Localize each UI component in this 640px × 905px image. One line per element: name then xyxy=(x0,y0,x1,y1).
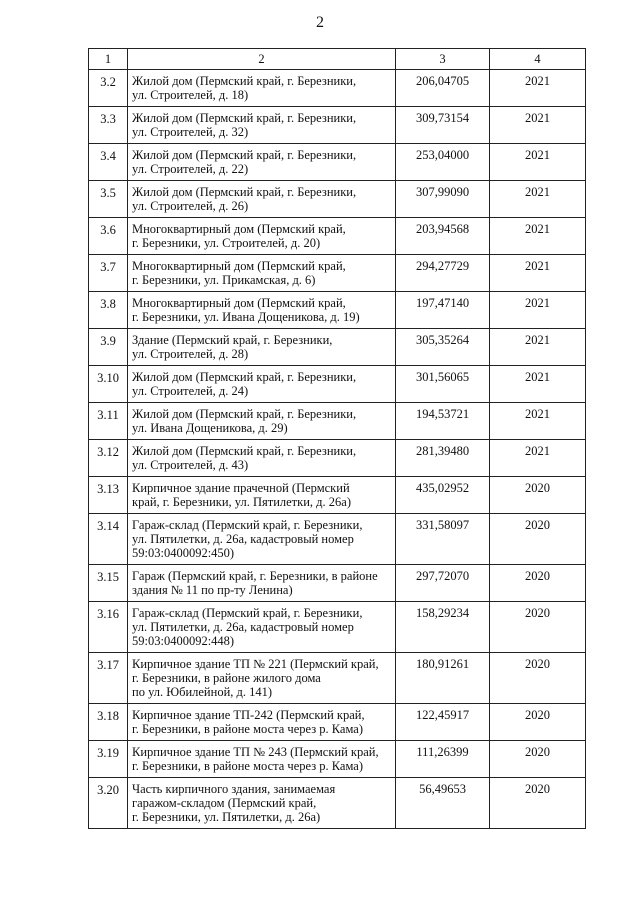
row-number-cell: 3.2 xyxy=(89,70,128,107)
row-area-cell: 297,72070 xyxy=(396,565,490,602)
row-number-cell: 3.10 xyxy=(89,366,128,403)
row-year-cell: 2021 xyxy=(490,366,586,403)
property-table xyxy=(88,48,586,829)
row-area-cell: 281,39480 xyxy=(396,440,490,477)
row-area-cell: 331,58097 xyxy=(396,514,490,565)
row-number-cell: 3.8 xyxy=(89,292,128,329)
row-number-cell: 3.9 xyxy=(89,329,128,366)
table-row xyxy=(89,70,586,107)
table-row xyxy=(89,292,586,329)
row-object-name-cell xyxy=(128,565,396,602)
row-number-cell: 3.4 xyxy=(89,144,128,181)
row-area-cell: 194,53721 xyxy=(396,403,490,440)
row-area-cell: 435,02952 xyxy=(396,477,490,514)
row-object-name-text: Здание (Пермский край, г. Березники, ул. Строителей, д. 28) xyxy=(132,333,333,361)
row-object-name-text: Кирпичное здание ТП № 243 (Пермский край, г. Березники, в районе моста через р. Кама) xyxy=(132,745,379,773)
row-object-name-text: Гараж-склад (Пермский край, г. Березники, ул. Пятилетки, д. 26а, кадастровый номер 59:03:0400092:450) xyxy=(132,518,363,560)
column-header-year: 4 xyxy=(490,49,586,70)
row-year-cell: 2021 xyxy=(490,181,586,218)
row-year-cell: 2021 xyxy=(490,144,586,181)
table-row xyxy=(89,778,586,829)
row-object-name-cell xyxy=(128,778,396,829)
row-number-cell: 3.19 xyxy=(89,741,128,778)
row-year-cell: 2020 xyxy=(490,565,586,602)
row-area-cell: 180,91261 xyxy=(396,653,490,704)
table-row xyxy=(89,653,586,704)
row-year-cell: 2020 xyxy=(490,704,586,741)
row-object-name-text: Гараж (Пермский край, г. Березники, в районе здания № 11 по пр-ту Ленина) xyxy=(132,569,378,597)
row-object-name-text: Жилой дом (Пермский край, г. Березники, ул. Строителей, д. 32) xyxy=(132,111,357,139)
row-number-cell: 3.20 xyxy=(89,778,128,829)
row-area-cell: 305,35264 xyxy=(396,329,490,366)
row-year-cell: 2020 xyxy=(490,653,586,704)
page-number: 2 xyxy=(316,14,324,31)
row-area-cell: 307,99090 xyxy=(396,181,490,218)
table-row xyxy=(89,440,586,477)
row-object-name-cell xyxy=(128,514,396,565)
row-object-name-text: Кирпичное здание ТП-242 (Пермский край, г. Березники, в районе моста через р. Кама) xyxy=(132,708,365,736)
row-object-name-cell xyxy=(128,653,396,704)
table-header-row xyxy=(89,49,586,70)
row-area-cell: 301,56065 xyxy=(396,366,490,403)
row-number-cell: 3.11 xyxy=(89,403,128,440)
row-object-name-text: Кирпичное здание прачечной (Пермский край, г. Березники, ул. Пятилетки, д. 26а) xyxy=(132,481,351,509)
row-number-cell: 3.12 xyxy=(89,440,128,477)
row-number-cell: 3.16 xyxy=(89,602,128,653)
row-object-name-cell xyxy=(128,477,396,514)
table-row xyxy=(89,403,586,440)
row-year-cell: 2020 xyxy=(490,741,586,778)
row-area-cell: 197,47140 xyxy=(396,292,490,329)
row-object-name-cell xyxy=(128,70,396,107)
row-object-name-cell xyxy=(128,704,396,741)
row-object-name-text: Гараж-склад (Пермский край, г. Березники, ул. Пятилетки, д. 26а, кадастровый номер 59:03:0400092:448) xyxy=(132,606,363,648)
row-area-cell: 206,04705 xyxy=(396,70,490,107)
row-number-cell: 3.5 xyxy=(89,181,128,218)
row-year-cell: 2021 xyxy=(490,218,586,255)
row-object-name-cell xyxy=(128,602,396,653)
row-year-cell: 2021 xyxy=(490,70,586,107)
row-number-cell: 3.3 xyxy=(89,107,128,144)
row-area-cell: 203,94568 xyxy=(396,218,490,255)
row-object-name-text: Жилой дом (Пермский край, г. Березники, ул. Строителей, д. 24) xyxy=(132,370,357,398)
row-year-cell: 2020 xyxy=(490,514,586,565)
row-object-name-cell xyxy=(128,181,396,218)
row-object-name-cell xyxy=(128,403,396,440)
row-object-name-text: Часть кирпичного здания, занимаемая гаражом-складом (Пермский край, г. Березники, ул. Пятилетки, д. 26а) xyxy=(132,782,336,824)
row-area-cell: 309,73154 xyxy=(396,107,490,144)
row-object-name-text: Многоквартирный дом (Пермский край, г. Березники, ул. Строителей, д. 20) xyxy=(132,222,346,250)
row-object-name-cell xyxy=(128,366,396,403)
row-object-name-text: Жилой дом (Пермский край, г. Березники, ул. Ивана Дощеникова, д. 29) xyxy=(132,407,357,435)
row-number-cell: 3.14 xyxy=(89,514,128,565)
row-object-name-text: Многоквартирный дом (Пермский край, г. Березники, ул. Ивана Дощеникова, д. 19) xyxy=(132,296,360,324)
row-year-cell: 2021 xyxy=(490,292,586,329)
table-row xyxy=(89,741,586,778)
row-object-name-text: Кирпичное здание ТП № 221 (Пермский край, г. Березники, в районе жилого дома по ул. Юбилейной, д. 141) xyxy=(132,657,379,699)
table-row xyxy=(89,704,586,741)
row-object-name-cell xyxy=(128,144,396,181)
table-row xyxy=(89,107,586,144)
column-header-number: 1 xyxy=(89,49,128,70)
table-row xyxy=(89,366,586,403)
column-header-name: 2 xyxy=(128,49,396,70)
row-year-cell: 2021 xyxy=(490,255,586,292)
row-number-cell: 3.7 xyxy=(89,255,128,292)
table-row xyxy=(89,329,586,366)
table-row xyxy=(89,565,586,602)
row-year-cell: 2021 xyxy=(490,403,586,440)
row-object-name-cell xyxy=(128,292,396,329)
row-area-cell: 122,45917 xyxy=(396,704,490,741)
row-number-cell: 3.17 xyxy=(89,653,128,704)
row-number-cell: 3.18 xyxy=(89,704,128,741)
table-row xyxy=(89,218,586,255)
row-year-cell: 2021 xyxy=(490,329,586,366)
row-object-name-cell xyxy=(128,440,396,477)
table-row xyxy=(89,477,586,514)
row-number-cell: 3.15 xyxy=(89,565,128,602)
row-object-name-text: Жилой дом (Пермский край, г. Березники, ул. Строителей, д. 43) xyxy=(132,444,357,472)
table-row xyxy=(89,144,586,181)
row-year-cell: 2021 xyxy=(490,107,586,144)
row-area-cell: 56,49653 xyxy=(396,778,490,829)
row-object-name-cell xyxy=(128,741,396,778)
row-area-cell: 158,29234 xyxy=(396,602,490,653)
row-object-name-text: Жилой дом (Пермский край, г. Березники, ул. Строителей, д. 22) xyxy=(132,148,357,176)
row-object-name-cell xyxy=(128,218,396,255)
row-year-cell: 2020 xyxy=(490,477,586,514)
row-year-cell: 2021 xyxy=(490,440,586,477)
row-area-cell: 294,27729 xyxy=(396,255,490,292)
table-row xyxy=(89,255,586,292)
table-row xyxy=(89,181,586,218)
row-area-cell: 111,26399 xyxy=(396,741,490,778)
row-object-name-text: Жилой дом (Пермский край, г. Березники, ул. Строителей, д. 26) xyxy=(132,185,357,213)
row-number-cell: 3.6 xyxy=(89,218,128,255)
row-object-name-cell xyxy=(128,107,396,144)
row-year-cell: 2020 xyxy=(490,778,586,829)
table-row xyxy=(89,514,586,565)
table-row xyxy=(89,602,586,653)
row-object-name-cell xyxy=(128,329,396,366)
row-object-name-text: Жилой дом (Пермский край, г. Березники, ул. Строителей, д. 18) xyxy=(132,74,357,102)
row-year-cell: 2020 xyxy=(490,602,586,653)
column-header-area: 3 xyxy=(396,49,490,70)
row-object-name-text: Многоквартирный дом (Пермский край, г. Березники, ул. Прикамская, д. 6) xyxy=(132,259,346,287)
row-number-cell: 3.13 xyxy=(89,477,128,514)
row-area-cell: 253,04000 xyxy=(396,144,490,181)
row-object-name-cell xyxy=(128,255,396,292)
